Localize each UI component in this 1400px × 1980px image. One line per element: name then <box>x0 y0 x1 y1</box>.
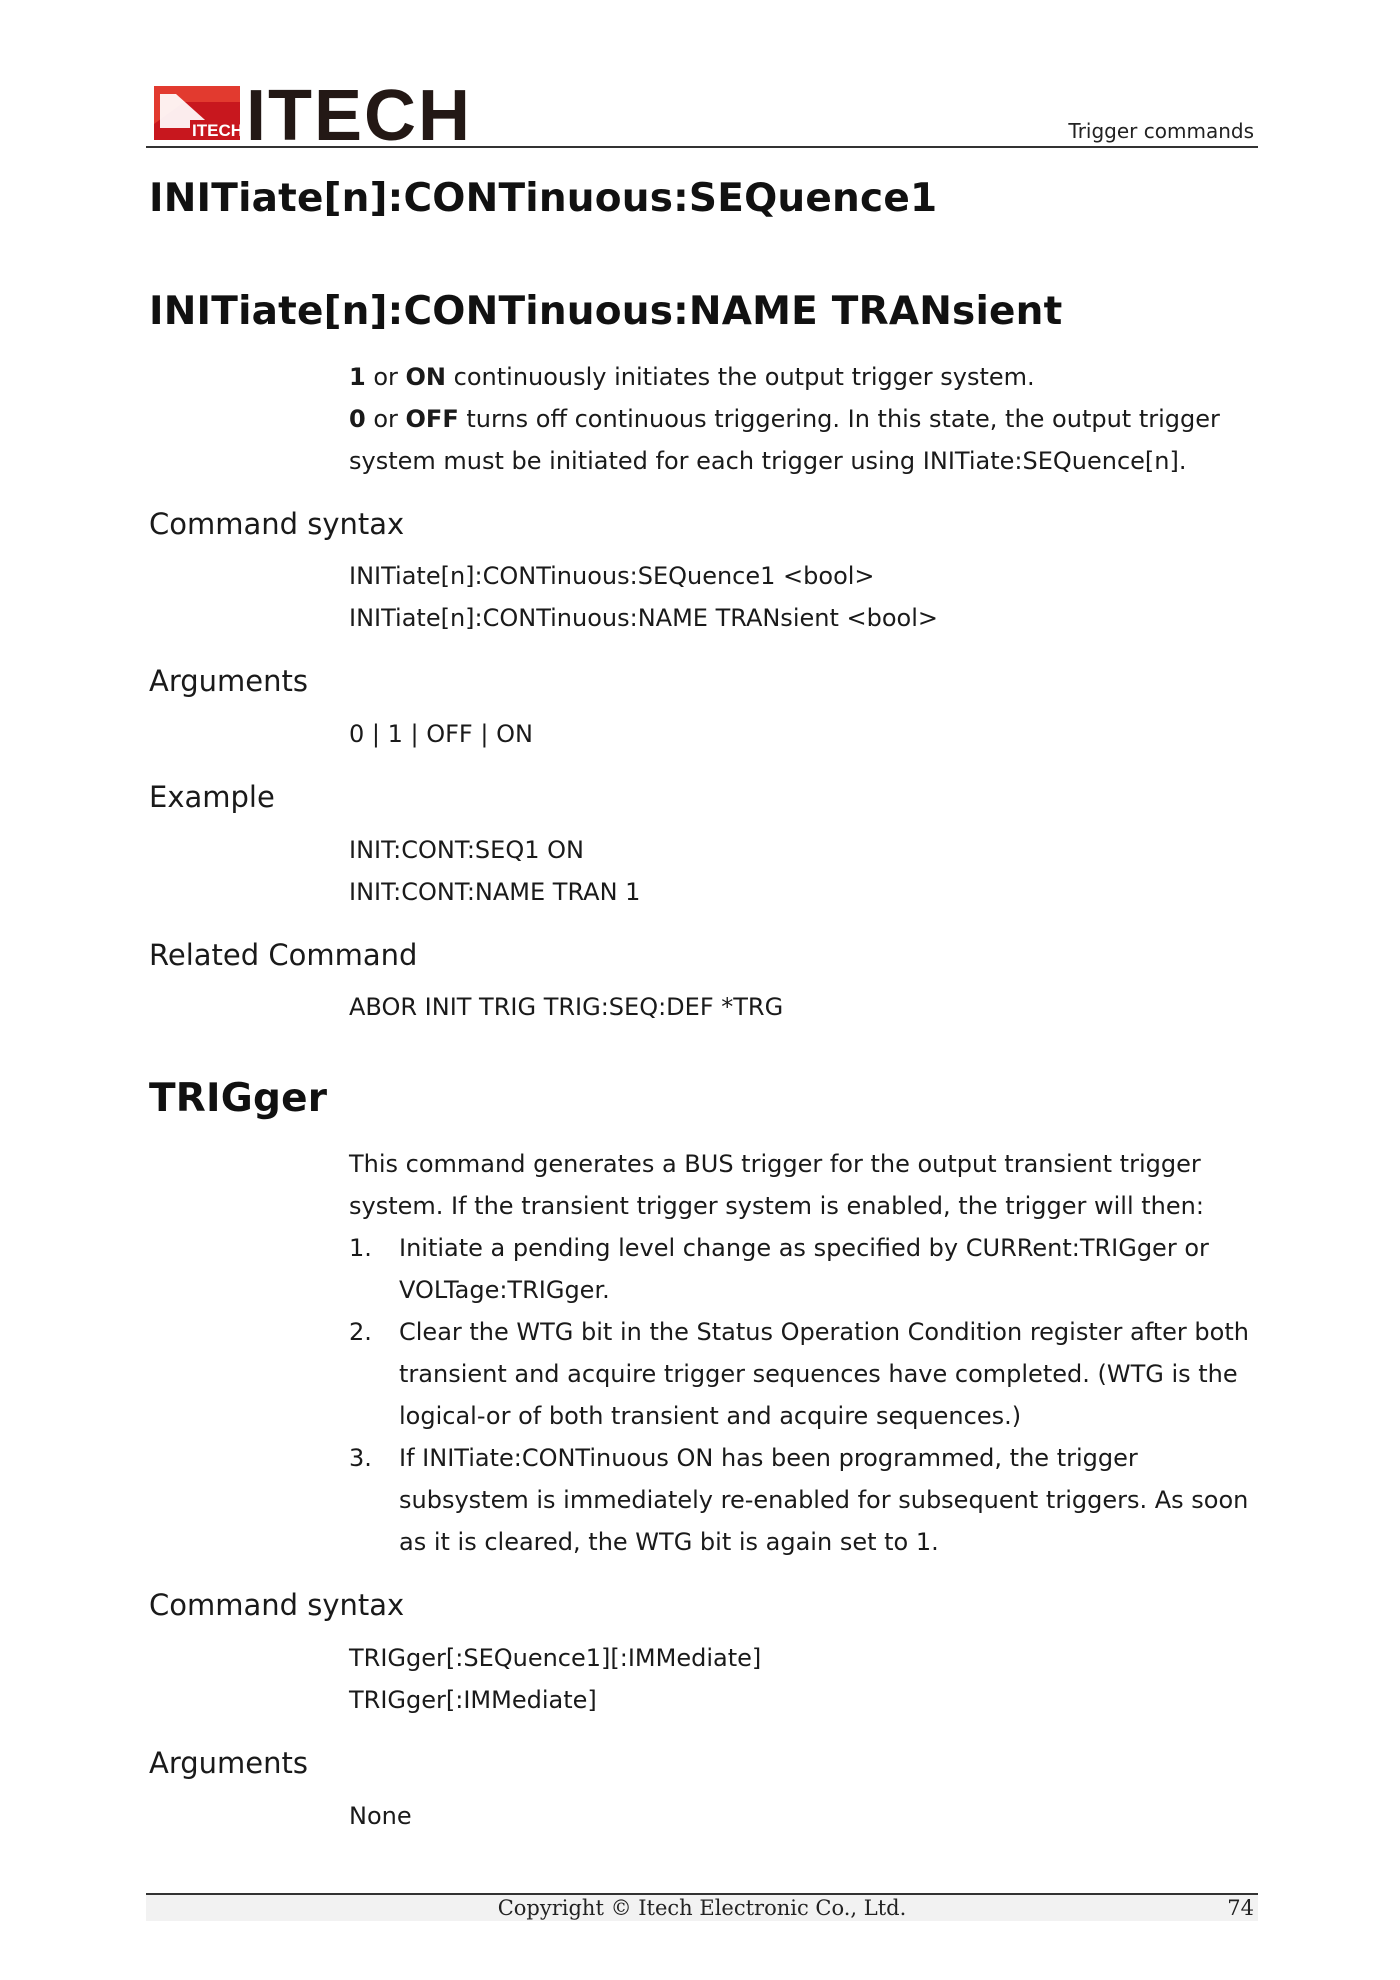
off-text: turns off continuous triggering. In this state, the output trigger system must be initiated for each trigger using INITiate:SEQuence[n]. <box>349 404 1220 475</box>
section-title: Trigger commands <box>1068 119 1254 143</box>
initiate-description <box>349 356 1259 482</box>
syntax-block <box>349 555 1259 639</box>
subheading-command-syntax: Command syntax <box>149 1588 405 1623</box>
page-header <box>146 80 1258 148</box>
trigger-steps <box>349 1227 1259 1563</box>
heading-initiate-sequence1: INITiate[n]:CONTinuous:SEQuence1 <box>149 176 938 221</box>
trigger-intro: This command generates a BUS trigger for the output transient trigger system. If the transient trigger system is enabled, the trigger will then: <box>349 1150 1204 1221</box>
bold-zero: 0 <box>349 404 366 433</box>
page-number: 74 <box>1227 1896 1254 1920</box>
arguments-text: None <box>349 1801 412 1830</box>
list-item <box>349 1227 1259 1311</box>
list-number: 1. <box>349 1234 372 1263</box>
subheading-related-command: Related Command <box>149 937 418 972</box>
subheading-command-syntax: Command syntax <box>149 506 405 541</box>
heading-initiate-transient: INITiate[n]:CONTinuous:NAME TRANsient <box>149 288 1063 334</box>
syntax-line: INITiate[n]:CONTinuous:SEQuence1 <bool> <box>349 562 875 591</box>
description-on <box>349 356 1259 398</box>
copyright-text: Copyright © Itech Electronic Co., Ltd. <box>497 1896 907 1920</box>
syntax-line: TRIGger[:SEQuence1][:IMMediate] <box>349 1643 762 1672</box>
bold-on: ON <box>405 362 447 391</box>
bold-one: 1 <box>349 362 366 391</box>
example-line: INIT:CONT:SEQ1 ON <box>349 835 584 864</box>
heading-trigger: TRIGger <box>149 1076 328 1122</box>
example-line: INIT:CONT:NAME TRAN 1 <box>349 877 641 906</box>
list-item <box>349 1437 1259 1563</box>
page-content <box>149 176 1259 1837</box>
arguments-text: 0 | 1 | OFF | ON <box>349 719 533 748</box>
list-text: If INITiate:CONTinuous ON has been programmed, the trigger subsystem is immediately re-enabled for subsequent triggers. As soon as it is cleared, the WTG bit is again set to 1. <box>399 1444 1249 1557</box>
related-command-text: ABOR INIT TRIG TRIG:SEQ:DEF *TRG <box>349 993 784 1022</box>
subheading-arguments: Arguments <box>149 1745 308 1780</box>
bold-off: OFF <box>405 404 459 433</box>
example-block <box>349 829 1259 913</box>
page-footer <box>146 1893 1258 1921</box>
logo-badge-text: ITECH <box>192 121 243 140</box>
list-text: Clear the WTG bit in the Status Operation Condition register after both transient and acquire trigger sequences have completed. (WTG is the logical-or of both transient and acquire sequences.) <box>399 1318 1249 1431</box>
or-text: or <box>365 362 406 391</box>
list-text: Initiate a pending level change as specified by CURRent:TRIGger or VOLTage:TRIGger. <box>399 1234 1209 1305</box>
syntax-line: TRIGger[:IMMediate] <box>349 1685 597 1714</box>
subheading-arguments: Arguments <box>149 664 308 699</box>
logo-wordmark: ITECH <box>246 84 472 142</box>
on-text: continuously initiates the output trigger system. <box>446 362 1035 391</box>
subheading-example: Example <box>149 779 275 814</box>
syntax-line: INITiate[n]:CONTinuous:NAME TRANsient <bool> <box>349 604 938 633</box>
list-number: 3. <box>349 1444 372 1473</box>
syntax-block <box>349 1637 1259 1721</box>
list-number: 2. <box>349 1318 372 1347</box>
or-text: or <box>365 404 406 433</box>
itech-logo <box>154 84 474 142</box>
list-item <box>349 1311 1259 1437</box>
description-off <box>349 398 1259 482</box>
